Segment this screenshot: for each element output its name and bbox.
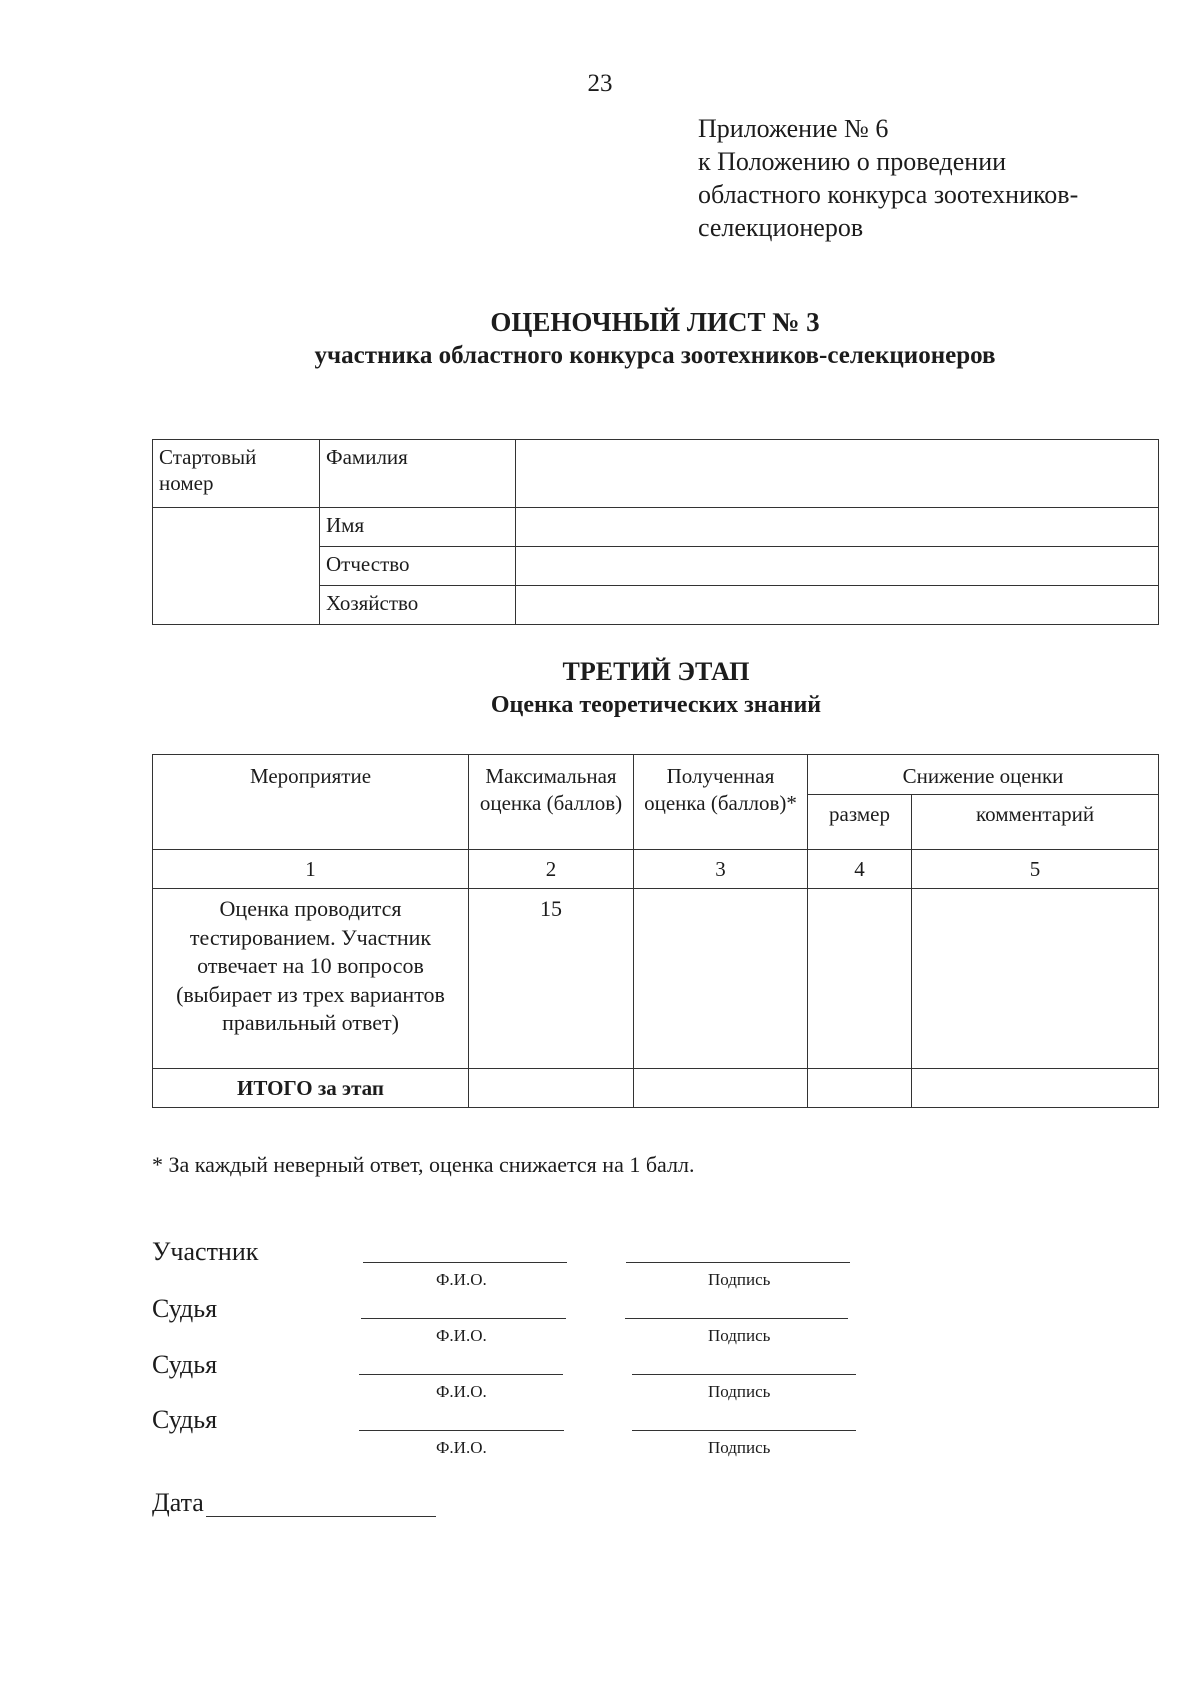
name-line[interactable] (361, 1318, 566, 1319)
name-caption: Ф.И.О. (436, 1438, 487, 1457)
signature-role-judge: Судья (152, 1405, 218, 1434)
name-caption: Ф.И.О. (436, 1326, 487, 1345)
date-line[interactable] (206, 1516, 436, 1517)
received-score-cell[interactable] (634, 889, 808, 1069)
appendix-line: областного конкурса зоотехников- (698, 180, 1079, 209)
score-table (152, 754, 1159, 1108)
signature-line[interactable] (625, 1318, 848, 1319)
event-description: Оценка проводится тестированием. Участник отвечает на 10 вопросов (выбирает из трех вариантов правильный ответ) (153, 889, 469, 1069)
max-score-value: 15 (469, 889, 634, 1069)
name-caption: Ф.И.О. (436, 1382, 487, 1401)
signature-caption: Подпись (708, 1270, 771, 1289)
column-number: 3 (634, 850, 808, 889)
appendix-line: селекционеров (698, 213, 864, 242)
signature-line[interactable] (632, 1374, 856, 1375)
column-number: 1 (153, 850, 469, 889)
header-received-score: Полученная оценка (баллов)* (634, 755, 808, 850)
name-line[interactable] (359, 1374, 563, 1375)
start-number-value[interactable] (153, 508, 320, 625)
field-value-patronymic[interactable] (516, 547, 1159, 586)
signature-line[interactable] (632, 1430, 856, 1431)
total-reduction-size-cell[interactable] (808, 1069, 912, 1108)
stage-title: ТРЕТИЙ ЭТАП (562, 657, 750, 686)
signature-caption: Подпись (708, 1326, 771, 1345)
header-event: Мероприятие (153, 755, 469, 850)
column-number: 5 (912, 850, 1159, 889)
header-reduction-size: размер (808, 795, 912, 850)
total-max-cell[interactable] (469, 1069, 634, 1108)
field-label-surname: Фамилия (320, 440, 516, 508)
field-label-patronymic: Отчество (320, 547, 516, 586)
name-caption: Ф.И.О. (436, 1270, 487, 1289)
appendix-line: Приложение № 6 (698, 114, 889, 143)
field-label-farm: Хозяйство (320, 586, 516, 625)
reduction-size-cell[interactable] (808, 889, 912, 1069)
footnote: * За каждый неверный ответ, оценка снижается на 1 балл. (152, 1152, 695, 1177)
column-number: 2 (469, 850, 634, 889)
total-label: ИТОГО за этап (153, 1069, 469, 1108)
field-value-farm[interactable] (516, 586, 1159, 625)
field-value-surname[interactable] (516, 440, 1159, 508)
start-number-label: Стартовый номер (153, 440, 320, 508)
document-subtitle: участника областного конкурса зоотехников-селекционеров (314, 342, 996, 369)
field-label-name: Имя (320, 508, 516, 547)
header-reduction: Снижение оценки (808, 755, 1159, 795)
total-reduction-comment-cell[interactable] (912, 1069, 1159, 1108)
header-reduction-comment: комментарий (912, 795, 1159, 850)
signature-role-judge: Судья (152, 1350, 218, 1379)
appendix-note (698, 112, 1078, 244)
signature-role-participant: Участник (152, 1237, 259, 1266)
header-max-score: Максимальная оценка (баллов) (469, 755, 634, 850)
field-value-name[interactable] (516, 508, 1159, 547)
document-title: ОЦЕНОЧНЫЙ ЛИСТ № 3 (490, 307, 820, 337)
total-received-cell[interactable] (634, 1069, 808, 1108)
signature-role-judge: Судья (152, 1294, 218, 1323)
participant-info-table (152, 439, 1159, 625)
appendix-line: к Положению о проведении (698, 147, 1007, 176)
signature-caption: Подпись (708, 1438, 771, 1457)
name-line[interactable] (363, 1262, 567, 1263)
signature-caption: Подпись (708, 1382, 771, 1401)
column-number: 4 (808, 850, 912, 889)
signature-line[interactable] (626, 1262, 850, 1263)
name-line[interactable] (359, 1430, 564, 1431)
page-number: 23 (587, 70, 613, 97)
reduction-comment-cell[interactable] (912, 889, 1159, 1069)
stage-subtitle: Оценка теоретических знаний (490, 692, 822, 718)
date-label: Дата (152, 1488, 204, 1517)
